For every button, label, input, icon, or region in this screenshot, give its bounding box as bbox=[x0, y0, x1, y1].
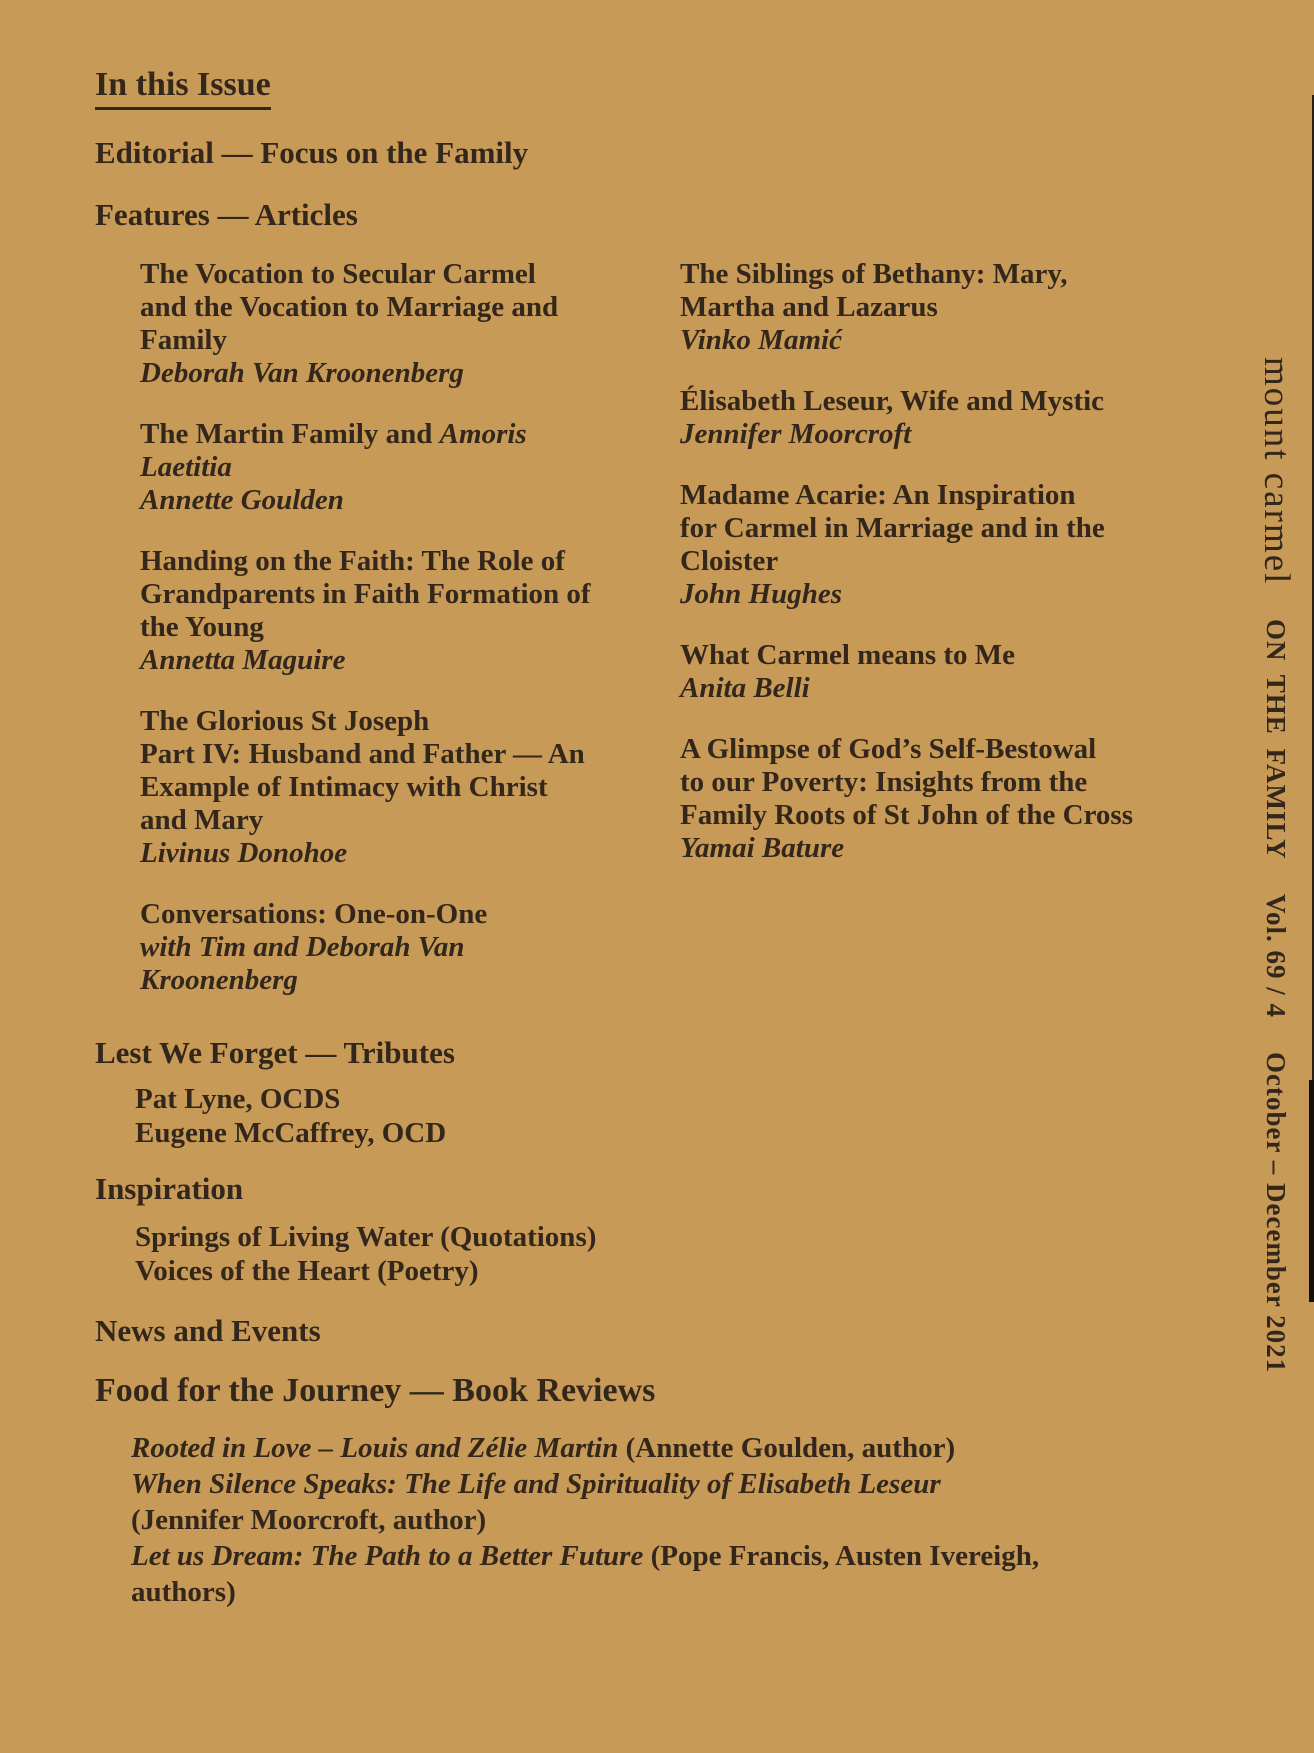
article-title-line: Conversations: One-on-One bbox=[140, 898, 488, 930]
issue-dates: October – December 2021 bbox=[1261, 1052, 1291, 1374]
feature-article bbox=[140, 898, 670, 997]
article-title-line: Part IV: Husband and Father — An bbox=[140, 738, 585, 770]
book-review-line: (Jennifer Moorcroft, author) bbox=[131, 1504, 487, 1536]
feature-article bbox=[680, 479, 1150, 611]
feature-article bbox=[140, 418, 670, 517]
article-title-line: The Glorious St Joseph bbox=[140, 705, 430, 737]
tribute-item: Pat Lyne, OCDS bbox=[135, 1083, 341, 1115]
article-title-line: Laetitia bbox=[140, 451, 232, 483]
article-title-line: to our Poverty: Insights from the bbox=[680, 766, 1088, 798]
article-title-line: The Martin Family and Amoris bbox=[140, 418, 527, 450]
feature-article bbox=[140, 705, 670, 870]
feature-article bbox=[140, 545, 670, 677]
article-title-line: Family Roots of St John of the Cross bbox=[680, 799, 1133, 831]
inspiration-item: Voices of the Heart (Poetry) bbox=[135, 1255, 479, 1287]
article-author: John Hughes bbox=[680, 578, 842, 610]
article-author: Annetta Maguire bbox=[140, 644, 346, 676]
article-author: Livinus Donohoe bbox=[140, 837, 348, 869]
section-heading-book-reviews: Food for the Journey — Book Reviews bbox=[95, 1372, 656, 1409]
page-title bbox=[95, 66, 271, 110]
section-heading-editorial: Editorial — Focus on the Family bbox=[95, 135, 529, 170]
spine-vertical-text bbox=[1255, 357, 1298, 1373]
book-review-line: Let us Dream: The Path to a Better Future (Pope Francis, Austen Ivereigh, bbox=[131, 1540, 1040, 1572]
article-title-line: The Siblings of Bethany: Mary, bbox=[680, 258, 1068, 290]
article-title-line: The Vocation to Secular Carmel bbox=[140, 258, 536, 290]
section-heading-news: News and Events bbox=[95, 1313, 321, 1348]
page-title-text: In this Issue bbox=[95, 66, 271, 110]
article-title-line: and the Vocation to Marriage and bbox=[140, 291, 559, 323]
article-author: Jennifer Moorcroft bbox=[680, 418, 912, 450]
article-title-line: Madame Acarie: An Inspiration bbox=[680, 479, 1076, 511]
book-review-line: When Silence Speaks: The Life and Spirituality of Elisabeth Leseur bbox=[131, 1468, 941, 1500]
issue-theme: ON THE FAMILY bbox=[1261, 619, 1291, 861]
article-author: Annette Goulden bbox=[140, 484, 344, 516]
section-heading-features: Features — Articles bbox=[95, 197, 358, 232]
book-review-line: Rooted in Love – Louis and Zélie Martin (Annette Goulden, author) bbox=[131, 1432, 956, 1464]
inspiration-item: Springs of Living Water (Quotations) bbox=[135, 1221, 597, 1253]
book-review-line: authors) bbox=[131, 1576, 236, 1608]
article-title-line: Handing on the Faith: The Role of bbox=[140, 545, 565, 577]
article-title-line: What Carmel means to Me bbox=[680, 639, 1016, 671]
feature-article bbox=[680, 258, 1150, 357]
article-author: Kroonenberg bbox=[140, 964, 298, 996]
article-author: Deborah Van Kroonenberg bbox=[140, 357, 464, 389]
article-title-line: for Carmel in Marriage and in the bbox=[680, 512, 1105, 544]
article-title-line: Example of Intimacy with Christ bbox=[140, 771, 548, 803]
features-column-right bbox=[680, 258, 1150, 893]
article-title-line: the Young bbox=[140, 611, 264, 643]
tribute-item: Eugene McCaffrey, OCD bbox=[135, 1117, 447, 1149]
feature-article bbox=[680, 385, 1150, 451]
features-column-left bbox=[140, 258, 670, 1025]
tributes-list bbox=[135, 1082, 446, 1150]
article-title-line: Grandparents in Faith Formation of bbox=[140, 578, 591, 610]
feature-article bbox=[680, 733, 1150, 865]
article-title-line: and Mary bbox=[140, 804, 264, 836]
article-author: with Tim and Deborah Van bbox=[140, 931, 465, 963]
article-author: Anita Belli bbox=[680, 672, 810, 704]
article-title-line: A Glimpse of God’s Self-Bestowal bbox=[680, 733, 1097, 765]
section-heading-tributes: Lest We Forget — Tributes bbox=[95, 1035, 455, 1070]
article-title-line: Family bbox=[140, 324, 227, 356]
article-title-line: Cloister bbox=[680, 545, 779, 577]
feature-article bbox=[680, 639, 1150, 705]
article-author: Yamai Bature bbox=[680, 832, 845, 864]
article-title-line: Élisabeth Leseur, Wife and Mystic bbox=[680, 385, 1105, 417]
book-reviews-list bbox=[131, 1430, 1039, 1610]
page-edge-shadow-thick bbox=[1309, 1080, 1314, 1302]
section-heading-inspiration: Inspiration bbox=[95, 1171, 244, 1206]
volume-number: Vol. 69 / 4 bbox=[1261, 894, 1291, 1019]
magazine-title: mount carmel bbox=[1256, 357, 1297, 586]
feature-article bbox=[140, 258, 670, 390]
article-title-line: Martha and Lazarus bbox=[680, 291, 938, 323]
inspiration-list bbox=[135, 1220, 596, 1288]
article-author: Vinko Mamić bbox=[680, 324, 842, 356]
